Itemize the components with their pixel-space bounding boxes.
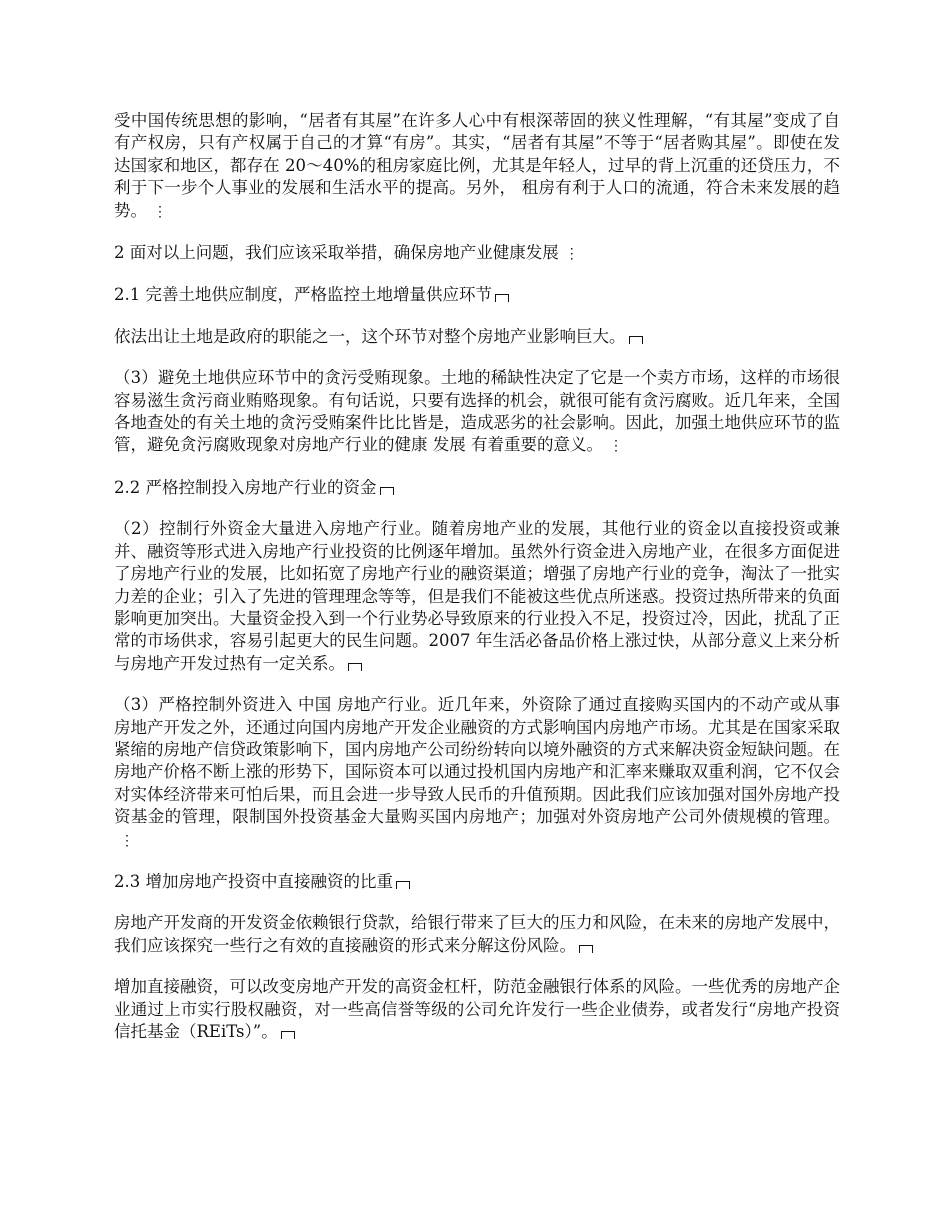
paragraph-foreign-capital bbox=[114, 694, 840, 852]
paragraph-land-transfer bbox=[114, 326, 840, 348]
line-break-icon bbox=[380, 487, 394, 495]
line-break-icon bbox=[348, 663, 362, 671]
paragraph-mark-icon: ⋮ bbox=[120, 832, 134, 849]
paragraph-land-corruption bbox=[114, 367, 840, 458]
section-heading-2-1 bbox=[114, 284, 840, 306]
paragraph-text: 房地产开发商的开发资金依赖银行贷款，给银行带来了巨大的压力和风险，在未来的房地产发展中，我们应该探究一些行之有效的直接融资的形式来分解这份风险。 bbox=[114, 913, 840, 955]
section-heading-2-2 bbox=[114, 477, 840, 499]
section-heading-2-3 bbox=[114, 871, 840, 893]
paragraph-mark-icon: ⋮ bbox=[564, 246, 579, 263]
paragraph-mark-icon: ⋮ bbox=[609, 438, 623, 455]
heading-text: 2.1 完善土地供应制度，严格监控土地增量供应环节 bbox=[114, 285, 492, 305]
line-break-icon bbox=[579, 945, 593, 953]
line-break-icon bbox=[495, 294, 509, 302]
paragraph-outside-capital bbox=[114, 518, 840, 675]
section-heading-2 bbox=[114, 242, 840, 265]
paragraph-direct-financing bbox=[114, 976, 840, 1043]
paragraph-bank-dependence bbox=[114, 912, 840, 957]
paragraph-housing-concept bbox=[114, 110, 840, 223]
paragraph-text: （3）严格控制外资进入 中国 房地产行业。近几年来，外资除了通过直接购买国内的不动产或从事房地产开发之外，还通过向国内房地产开发企业融资的方式影响国内房地产市场。尤其是在国家采取紧缩的房地产信贷政策影响下，国内房地产公司纷纷转向以境外融资的方式来解决资金短缺问题。在房地产价格不断上涨的形势下，国际资本可以通过投机国内房地产和汇率来赚取双重利润，它不仅会对实体经济带来可怕后果，而且会进一步导致人民币的升值预期。因此我们应该加强对国外房地产投资基金的管理，限制国外投资基金大量购买国内房地产；加强对外资房地产公司外债规模的管理。 bbox=[114, 695, 840, 827]
heading-text: 2.2 严格控制投入房地产行业的资金 bbox=[114, 477, 377, 497]
paragraph-text: 增加直接融资，可以改变房地产开发的高资金杠杆，防范金融银行体系的风险。一些优秀的房地产企业通过上市实行股权融资，对一些高信誉等级的公司允许发行一些企业债券，或者发行“房地产投资信托基金（REiTs）”。 bbox=[114, 977, 840, 1041]
heading-text: 2 面对以上问题，我们应该采取举措，确保房地产业健康发展 bbox=[114, 243, 559, 263]
paragraph-text: （2）控制行外资金大量进入房地产行业。随着房地产业的发展，其他行业的资金以直接投资或兼并、融资等形式进入房地产行业投资的比例逐年增加。虽然外行资金进入房地产业，在很多方面促进了房地产行业的发展，比如拓宽了房地产行业的融资渠道；增强了房地产行业的竞争，淘汰了一批实力差的企业；引入了先进的管理理念等等，但是我们不能被这些优点所迷惑。投资过热所带来的负面影响更加突出。大量资金投入到一个行业势必导致原来的行业投入不足，投资过冷，因此，扰乱了正常的市场供求，容易引起更大的民生问题。2007 年生活必备品价格上涨过快，从部分意义上来分析与房地产开发过热有一定关系。 bbox=[114, 519, 840, 673]
heading-text: 2.3 增加房地产投资中直接融资的比重 bbox=[114, 871, 393, 891]
document-page bbox=[114, 110, 840, 1062]
paragraph-text: 受中国传统思想的影响，“居者有其屋”在许多人心中有根深蒂固的狭义性理解，“有其屋”变成了自有产权房，只有产权属于自己的才算“有房”。其实，“居者有其屋”不等于“居者购其屋”。即使在发达国家和地区，都存在 20～40%的租房家庭比例，尤其是年轻人，过早的背上沉重的还贷压力，不利于下一步个人事业的发展和生活水平的提高。另外， 租房有利于人口的流通，符合未来发展的趋势。 bbox=[114, 111, 840, 220]
line-break-icon bbox=[396, 881, 410, 889]
paragraph-text: （3）避免土地供应环节中的贪污受贿现象。土地的稀缺性决定了它是一个卖方市场，这样的市场很容易滋生贪污商业贿赂现象。有句话说，只要有选择的机会，就很可能有贪污腐败。近几年来，全国各地查处的有关土地的贪污受贿案件比比皆是，造成恶劣的社会影响。因此，加强土地供应环节的监管，避免贪污腐败现象对房地产行业的健康 发展 有着重要的意义。 bbox=[114, 368, 840, 455]
paragraph-mark-icon: ⋮ bbox=[153, 203, 167, 220]
line-break-icon bbox=[281, 1031, 295, 1039]
paragraph-text: 依法出让土地是政府的职能之一，这个环节对整个房地产业影响巨大。 bbox=[114, 326, 626, 346]
line-break-icon bbox=[629, 336, 643, 344]
